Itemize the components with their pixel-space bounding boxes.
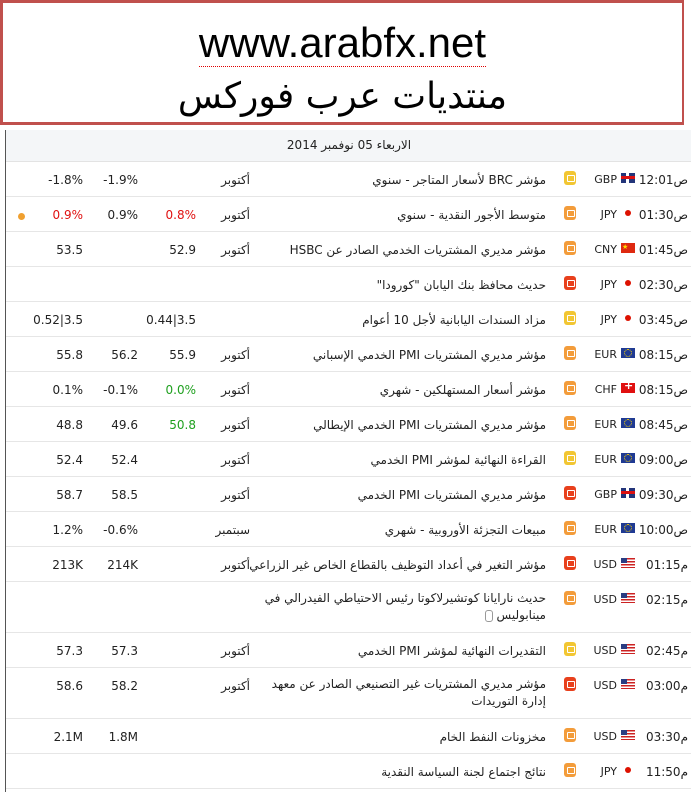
calendar-row[interactable]: [6, 442, 691, 477]
previous-value: 53.5: [56, 243, 83, 257]
event-period: أكتوبر: [221, 453, 250, 467]
importance-icon: [564, 591, 576, 605]
previous-value: 1.2%: [52, 523, 83, 537]
currency-code: EUR: [594, 453, 617, 466]
currency-code: GBP: [594, 488, 617, 501]
calendar-row[interactable]: [6, 267, 691, 302]
cn-flag-icon: [621, 243, 635, 253]
event-title[interactable]: مؤشر مديري المشتريات الخدمي الصادر عن HSBC: [289, 243, 546, 257]
forecast-value: 214K: [107, 558, 138, 572]
actual-value: 0.8%: [165, 208, 196, 222]
forecast-value: 57.3: [111, 644, 138, 658]
importance-icon: [564, 241, 576, 255]
currency-code: EUR: [594, 523, 617, 536]
site-banner: [0, 0, 684, 125]
previous-value: 48.8: [56, 418, 83, 432]
event-time: 08:15ص: [638, 348, 688, 362]
event-title[interactable]: مزاد السندات اليابانية لأجل 10 أعوام: [362, 313, 546, 327]
event-period: أكتوبر: [221, 348, 250, 362]
event-time: 02:45م: [645, 644, 688, 658]
event-period: أكتوبر: [221, 173, 250, 187]
jp-flag-icon: [621, 765, 635, 775]
event-title[interactable]: مؤشر مديري المشتريات PMI الخدمي الإسباني: [312, 348, 546, 362]
event-time: 12:01ص: [638, 173, 688, 187]
event-period: أكتوبر: [221, 558, 250, 572]
calendar-row[interactable]: [6, 633, 691, 668]
event-title[interactable]: مؤشر BRC لأسعار المتاجر - سنوي: [372, 173, 546, 187]
event-time: 09:30ص: [638, 488, 688, 502]
event-title-text: حديث نارايانا كوتشيرلاكوتا رئيس الاحتياطي الفيدرالي في مينابوليس: [264, 591, 546, 622]
forecast-value: -0.1%: [103, 383, 138, 397]
importance-icon: [564, 416, 576, 430]
event-period: أكتوبر: [221, 488, 250, 502]
event-time: 08:45ص: [638, 418, 688, 432]
importance-icon: [564, 451, 576, 465]
us-flag-icon: [621, 679, 635, 689]
forecast-value: 58.5: [111, 488, 138, 502]
previous-value: 55.8: [56, 348, 83, 362]
us-flag-icon: [621, 730, 635, 740]
forecast-value: 0.9%: [107, 208, 138, 222]
event-title[interactable]: مبيعات التجزئة الأوروبية - شهري: [384, 523, 546, 537]
importance-icon: [564, 276, 576, 290]
previous-value: 0.52|3.5: [33, 313, 83, 327]
event-period: أكتوبر: [221, 243, 250, 257]
event-time: 08:15ص: [638, 383, 688, 397]
event-period: أكتوبر: [221, 418, 250, 432]
calendar-row[interactable]: [6, 197, 691, 232]
event-period: أكتوبر: [221, 679, 250, 693]
calendar-row[interactable]: [6, 668, 691, 719]
revised-indicator-icon: [18, 213, 25, 220]
event-time: 01:45ص: [638, 243, 688, 257]
currency-code: CHF: [594, 383, 617, 396]
currency-code: USD: [593, 730, 617, 743]
forecast-value: -1.9%: [103, 173, 138, 187]
us-flag-icon: [621, 558, 635, 568]
event-time: 09:00ص: [638, 453, 688, 467]
currency-code: EUR: [594, 348, 617, 361]
actual-value: 0.44|3.5: [146, 313, 196, 327]
calendar-row[interactable]: [6, 512, 691, 547]
event-time: 03:00م: [645, 679, 688, 693]
calendar-row[interactable]: [6, 719, 691, 754]
event-time: 03:45ص: [638, 313, 688, 327]
currency-code: JPY: [600, 208, 617, 221]
event-period: أكتوبر: [221, 208, 250, 222]
event-period: سبتمبر: [215, 523, 250, 537]
previous-value: 57.3: [56, 644, 83, 658]
currency-code: EUR: [594, 418, 617, 431]
importance-icon: [564, 763, 576, 777]
event-period: أكتوبر: [221, 383, 250, 397]
currency-code: CNY: [594, 243, 617, 256]
previous-value: 52.4: [56, 453, 83, 467]
previous-value: 0.9%: [52, 208, 83, 222]
forum-title: منتديات عرب فوركس: [177, 76, 508, 117]
date-header: الاربعاء 05 نوفمبر 2014: [6, 130, 691, 162]
actual-value: 55.9: [169, 348, 196, 362]
previous-value: 58.7: [56, 488, 83, 502]
event-time: 11:50م: [645, 765, 688, 779]
calendar-row[interactable]: [6, 547, 691, 582]
ch-flag-icon: [621, 383, 635, 393]
us-flag-icon: [621, 593, 635, 603]
event-title[interactable]: مؤشر التغير في أعداد التوظيف بالقطاع الخاص غير الزراعي: [249, 558, 546, 572]
eu-flag-icon: [621, 348, 635, 358]
actual-value: 50.8: [169, 418, 196, 432]
jp-flag-icon: [621, 208, 635, 218]
forecast-value: 56.2: [111, 348, 138, 362]
forecast-value: 1.8M: [108, 730, 138, 744]
event-title[interactable]: نتائج اجتماع لجنة السياسة النقدية: [381, 765, 546, 779]
event-time: 02:30ص: [638, 278, 688, 292]
calendar-row[interactable]: [6, 372, 691, 407]
importance-icon: [564, 677, 576, 691]
currency-code: JPY: [600, 765, 617, 778]
eu-flag-icon: [621, 453, 635, 463]
event-time: 10:00ص: [638, 523, 688, 537]
jp-flag-icon: [621, 313, 635, 323]
calendar-row[interactable]: [6, 162, 691, 197]
currency-code: USD: [593, 558, 617, 571]
event-time: 03:30م: [645, 730, 688, 744]
actual-value: 52.9: [169, 243, 196, 257]
calendar-row[interactable]: [6, 407, 691, 442]
previous-value: 2.1M: [53, 730, 83, 744]
event-title[interactable]: مؤشر مديري المشتريات غير التصنيعي الصادر عن معهد إدارة التوريدات: [271, 677, 546, 708]
calendar-row[interactable]: [6, 754, 691, 789]
economic-calendar: [5, 130, 691, 792]
previous-value: 58.6: [56, 679, 83, 693]
calendar-row[interactable]: [6, 337, 691, 372]
previous-value: -1.8%: [48, 173, 83, 187]
eu-flag-icon: [621, 523, 635, 533]
importance-icon: [564, 206, 576, 220]
importance-icon: [564, 556, 576, 570]
gb-flag-icon: [621, 173, 635, 183]
currency-code: GBP: [594, 173, 617, 186]
event-time: 01:15م: [645, 558, 688, 572]
event-time: 02:15م: [645, 593, 688, 607]
importance-icon: [564, 642, 576, 656]
calendar-rows: [6, 162, 691, 789]
forecast-value: 49.6: [111, 418, 138, 432]
importance-icon: [564, 171, 576, 185]
currency-code: JPY: [600, 313, 617, 326]
calendar-row[interactable]: [6, 232, 691, 267]
calendar-row[interactable]: [6, 582, 691, 633]
currency-code: USD: [593, 644, 617, 657]
currency-code: USD: [593, 679, 617, 692]
importance-icon: [564, 381, 576, 395]
jp-flag-icon: [621, 278, 635, 288]
importance-icon: [564, 521, 576, 535]
currency-code: JPY: [600, 278, 617, 291]
event-title[interactable]: التقديرات النهائية لمؤشر PMI الخدمي: [357, 644, 546, 658]
previous-value: 0.1%: [52, 383, 83, 397]
forecast-value: 52.4: [111, 453, 138, 467]
event-time: 01:30ص: [638, 208, 688, 222]
calendar-row[interactable]: [6, 302, 691, 337]
event-title[interactable]: مؤشر مديري المشتريات PMI الخدمي الإيطالي: [313, 418, 546, 432]
event-title[interactable]: متوسط الأجور النقدية - سنوي: [397, 208, 546, 222]
us-flag-icon: [621, 644, 635, 654]
event-title[interactable]: القراءة النهائية لمؤشر PMI الخدمي: [370, 453, 546, 467]
eu-flag-icon: [621, 418, 635, 428]
previous-value: 213K: [52, 558, 83, 572]
importance-icon: [564, 728, 576, 742]
gb-flag-icon: [621, 488, 635, 498]
event-title[interactable]: حديث محافظ بنك اليابان "كورودا": [376, 278, 546, 292]
site-url[interactable]: www.arabfx.net: [198, 19, 487, 66]
event-title[interactable]: مؤشر مديري المشتريات PMI الخدمي: [357, 488, 546, 502]
importance-icon: [564, 346, 576, 360]
importance-icon: [564, 486, 576, 500]
forecast-value: -0.6%: [103, 523, 138, 537]
event-title[interactable]: [246, 590, 546, 624]
importance-icon: [564, 311, 576, 325]
event-title[interactable]: مخزونات النفط الخام: [439, 730, 546, 744]
calendar-row[interactable]: [6, 477, 691, 512]
event-period: أكتوبر: [221, 644, 250, 658]
currency-code: USD: [593, 593, 617, 606]
microphone-icon: [485, 610, 493, 622]
actual-value: 0.0%: [165, 383, 196, 397]
forecast-value: 58.2: [111, 679, 138, 693]
event-title[interactable]: مؤشر أسعار المستهلكين - شهري: [379, 383, 546, 397]
